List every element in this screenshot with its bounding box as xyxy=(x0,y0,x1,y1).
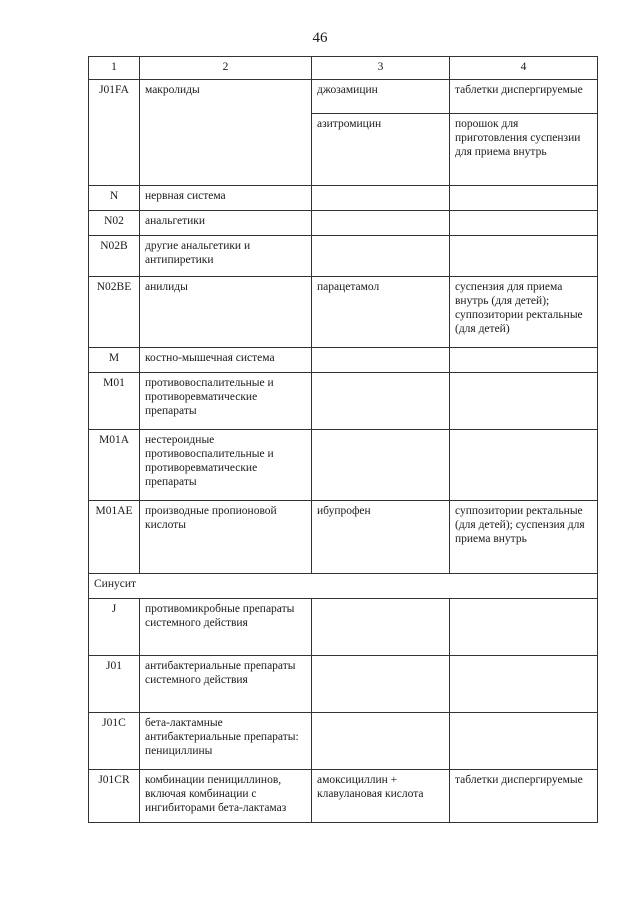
drug-name: парацетамол xyxy=(312,277,450,348)
dosage-form xyxy=(450,656,598,713)
dosage-form: таблетки диспергируемые xyxy=(450,770,598,823)
drug-name xyxy=(312,430,450,501)
drug-name xyxy=(312,713,450,770)
table-row xyxy=(89,236,598,277)
table-row xyxy=(89,770,598,823)
atc-code: J01C xyxy=(89,713,140,770)
atc-code: M01 xyxy=(89,373,140,430)
dosage-form: порошок для приготовления суспензии для приема внутрь xyxy=(450,114,598,186)
atc-code: N xyxy=(89,186,140,211)
atc-code: J01FA xyxy=(89,80,140,186)
header-col-4: 4 xyxy=(450,57,598,80)
dosage-form xyxy=(450,186,598,211)
group-name: нестероидные противовоспалительные и противоревматические препараты xyxy=(140,430,312,501)
group-name: костно-мышечная система xyxy=(140,348,312,373)
group-name: бета-лактамные антибактериальные препараты: пенициллины xyxy=(140,713,312,770)
drug-name: ибупрофен xyxy=(312,501,450,574)
table-row xyxy=(89,80,598,114)
table-row xyxy=(89,277,598,348)
dosage-form xyxy=(450,430,598,501)
group-name: макролиды xyxy=(140,80,312,186)
table-row xyxy=(89,430,598,501)
section-row xyxy=(89,574,598,599)
drug-name xyxy=(312,186,450,211)
atc-code: N02 xyxy=(89,211,140,236)
drug-name xyxy=(312,656,450,713)
header-col-2: 2 xyxy=(140,57,312,80)
dosage-form xyxy=(450,599,598,656)
dosage-form: таблетки диспергируемые xyxy=(450,80,598,114)
group-name: другие анальгетики и антипиретики xyxy=(140,236,312,277)
group-name: анилиды xyxy=(140,277,312,348)
group-name: комбинации пенициллинов, включая комбинации с ингибиторами бета-лактамаз xyxy=(140,770,312,823)
header-col-1: 1 xyxy=(89,57,140,80)
drug-name: джозамицин xyxy=(312,80,450,114)
table-row xyxy=(89,348,598,373)
section-title: Синусит xyxy=(89,574,598,599)
page-number: 46 xyxy=(312,30,328,46)
header-col-3: 3 xyxy=(312,57,450,80)
atc-code: M01AE xyxy=(89,501,140,574)
table-row xyxy=(89,211,598,236)
drug-name xyxy=(312,599,450,656)
atc-code: J xyxy=(89,599,140,656)
dosage-form xyxy=(450,713,598,770)
table-row xyxy=(89,373,598,430)
drug-name xyxy=(312,236,450,277)
table-row xyxy=(89,713,598,770)
drug-name xyxy=(312,373,450,430)
group-name: производные пропионовой кислоты xyxy=(140,501,312,574)
drug-name: азитромицин xyxy=(312,114,450,186)
dosage-form xyxy=(450,236,598,277)
atc-code: N02B xyxy=(89,236,140,277)
dosage-form xyxy=(450,211,598,236)
drug-name xyxy=(312,348,450,373)
group-name: анальгетики xyxy=(140,211,312,236)
table-row xyxy=(89,656,598,713)
drug-table xyxy=(88,56,598,823)
atc-code: M01A xyxy=(89,430,140,501)
group-name: противовоспалительные и противоревматические препараты xyxy=(140,373,312,430)
group-name: противомикробные препараты системного действия xyxy=(140,599,312,656)
dosage-form: суппозитории ректальные (для детей); суспензия для приема внутрь xyxy=(450,501,598,574)
dosage-form xyxy=(450,373,598,430)
dosage-form xyxy=(450,348,598,373)
table-row xyxy=(89,186,598,211)
table-header-row xyxy=(89,57,598,80)
atc-code: M xyxy=(89,348,140,373)
table-row xyxy=(89,501,598,574)
group-name: антибактериальные препараты системного действия xyxy=(140,656,312,713)
group-name: нервная система xyxy=(140,186,312,211)
atc-code: J01CR xyxy=(89,770,140,823)
atc-code: N02BE xyxy=(89,277,140,348)
drug-name xyxy=(312,211,450,236)
atc-code: J01 xyxy=(89,656,140,713)
drug-name: амоксициллин + клавулановая кислота xyxy=(312,770,450,823)
table-row xyxy=(89,599,598,656)
dosage-form: суспензия для приема внутрь (для детей); суппозитории ректальные (для детей) xyxy=(450,277,598,348)
